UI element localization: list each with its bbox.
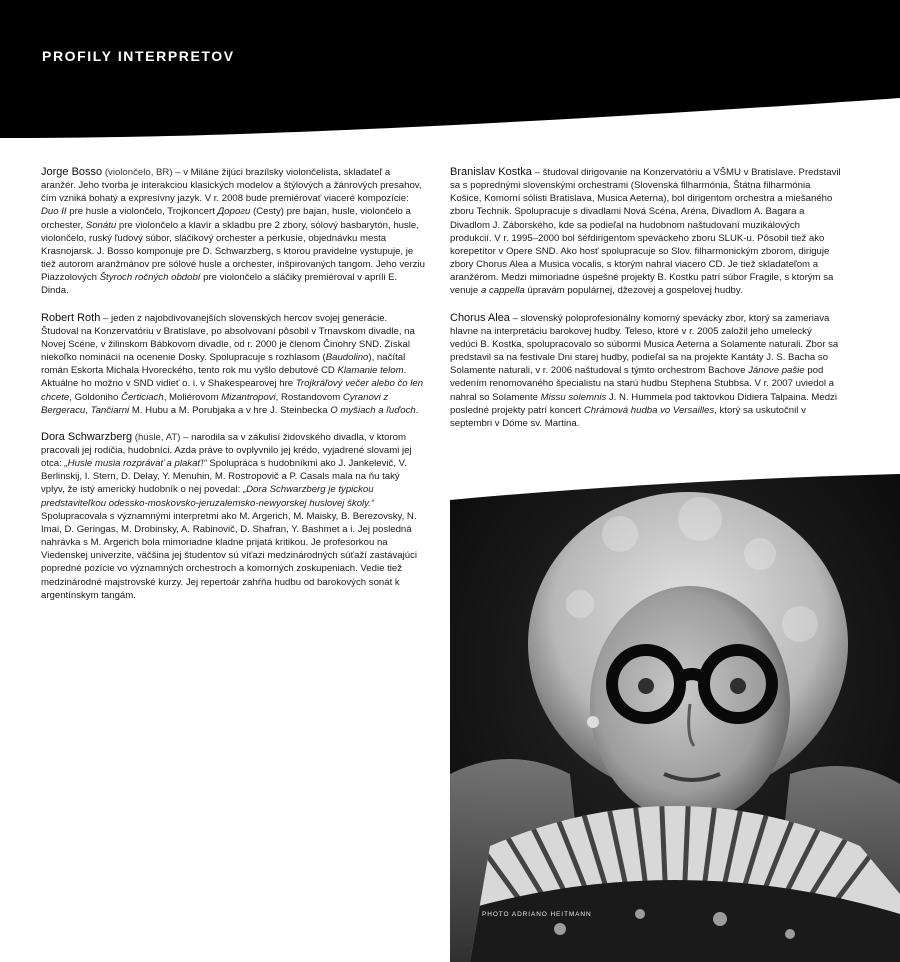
bio-title: Cyranovi z Bergeracu — [41, 391, 389, 416]
bio-title: Дороги — [217, 206, 251, 218]
bio-text: úpravám populárnej, džezovej a gospelovej hudby. — [524, 285, 743, 297]
bio-text: , Moliérovom — [163, 391, 222, 403]
bio-name: Dora Schwarzberg — [41, 430, 133, 443]
header-band — [0, 0, 900, 140]
bio-text: – v Miláne žijúci brazílsky violončelista, skladateľ a aranžér. Jeho tvorba je interakciou klasických modelov a štýlových a žánrových presahov, čím vzniká bohatý a expresívny jazyk. V r. 2008 bude premiérovať viaceré kompozície: — [41, 167, 422, 205]
bio-note: (husle, AT) — [134, 431, 181, 443]
bio-text: , Rostandovom — [275, 391, 343, 403]
bio-text: pre violončelo a sláčiky premiéroval v apríli E. Dinda. — [41, 272, 398, 297]
bio-title: a cappella — [480, 285, 525, 297]
bio-dora-schwarzberg — [41, 431, 425, 602]
bio-branislav-kostka — [450, 166, 842, 298]
bio-text: , — [85, 404, 91, 416]
bio-robert-roth — [41, 312, 425, 417]
bio-title: Duo II — [41, 206, 67, 218]
bio-title: Jánove pašie — [748, 365, 805, 377]
photo-credit: PHOTO ADRIANO HEITMANN — [482, 911, 592, 918]
bio-name: Jorge Bosso — [41, 166, 103, 178]
bio-text: – narodila sa v zákulisí židovského divadla, v ktorom pracovali jej rodičia, hudobníci. Azda práve to ovplyvnilo jej krédo, vyjadrené slovami jej otca: — [41, 431, 412, 470]
bio-name: Chorus Alea — [450, 311, 510, 324]
left-column — [41, 166, 425, 616]
bio-note: (violončelo, BR) — [104, 167, 173, 178]
bio-title: Missu solemnis — [540, 391, 607, 403]
bio-title: Baudolino — [325, 352, 369, 364]
portrait-photo — [450, 474, 900, 962]
bio-text: – študoval dirigovanie na Konzervatóriu a VŠMU v Bratislave. Predstavil sa s poprednými slovenskými orchestrami (Slovenská filharmónia, Štátna filharmónia Košice, Komorní sólisti Bratislava, Musica Aeterna), bol dirigentom orchestra a miešaného zboru Technik. Spolupracuje s divadlami Nová Scéna, Aréna, Divadlom A. Bagara a Divadlom J. Záborského, kde sa podieľal na hudobnom naštudovaní muzikálových produkcií. V r. 1995–2000 bol šéfdirigentom speváckeho zboru SLUK-u. Pôsobil tiež ako korepetítor v Opere SND. Ako hosť spolupracuje so Slov. filharmonickým zborom, diriguje zbory Chorus Alea a Musica vocalis, s ktorým nahral viacero CD. Je tiež skladateľom a aranžérom. Medzi mimoriadne úspešné projekty B. Kostku patrí súbor Fragile, s ktorým sa venuje — [450, 167, 841, 297]
bio-name: Branislav Kostka — [450, 166, 532, 178]
bio-title: Štyroch ročných období — [99, 272, 201, 284]
bio-text: . Aktuálne ho možno v SND vidieť o. i. v Shakespearovej hre — [41, 365, 407, 390]
right-column — [450, 166, 842, 444]
bio-text: . — [415, 404, 419, 416]
bio-text: J. N. Hummela pod taktovkou Didiera Talpaina. Medzi posledné projekty patrí koncert — [450, 391, 837, 416]
bio-text: – slovenský poloprofesionálny komorný spevácky zbor, ktorý sa zameriava hlavne na interpretáciu barokovej hudby. Teleso, ktoré v r. 2005 založil jeho umelecký vedúci B. Kostka, spolupracovalo so súbormi Musica Aeterna a Solamente naturali. Zbor sa predstavil sa na festivale Dni starej hudby, podieľal sa na projekte Kantáty J. S. Bacha so Solamente naturali, v r. 2006 naštudoval s týmto orchestrom Bachove — [450, 312, 839, 377]
bio-text: pre violončelo a klavír a skladbu pre 2 zbory, sólový basbarytón, husle, violončelo, ruský ľudový súbor, sláčikový orchester a perkusie, objednávku mesta Krasnojarsk. J. Bosso komponuje pre D. Schwarzberg, s ktorou pravidelne vystupuje, je tiež autorom aranžmánov pre sólové husle a orchester, inšpirovaných tangom. Jeho verziu Piazzolových — [41, 219, 425, 284]
bio-text: pod vedením renomovaného špecialistu na starú hudbu Stephena Stubbsa. V r. 2007 uviedol a nahral so Solamente — [450, 365, 835, 403]
bio-text: (Cesty) pre bajan, husle, violončelo a orchester, — [41, 206, 411, 231]
bio-text: pre husle a violončelo, Trojkoncert — [66, 206, 218, 218]
bio-title: Čerticiach — [121, 391, 164, 403]
bio-text: – jeden z najobdivovanejších slovenských hercov svojej generácie. Študoval na Konzervatóriu v Bratislave, po absolvovaní pôsobil v Trnavskom divadle, na Novej Scéne, v žilinskom Bábkovom divadle, od r. 2000 je členom Činohry SND. Získal niekoľko nominácií na ocenenie Dosky. Spolupracuje s rozhlasom ( — [41, 312, 415, 364]
page-title: PROFILY INTERPRETOV — [42, 48, 235, 64]
bio-jorge-bosso — [41, 166, 425, 298]
bio-title: Sonátu — [85, 219, 117, 231]
bio-title: Klamanie telom — [337, 365, 404, 377]
bio-title: Mizantropovi — [221, 391, 276, 403]
bio-chorus-alea — [450, 312, 842, 430]
bio-name: Robert Roth — [41, 311, 101, 324]
bio-title: O myšiach a ľuďoch — [330, 404, 416, 416]
bio-text: ), načítal román Eskorta Michala Hvoreckého, tento rok mu vyšlo debutové CD — [41, 352, 406, 377]
bio-text: M. Hubu a M. Porubjaka a v hre J. Steinbecka — [129, 404, 331, 416]
bio-title: Tančiarni — [90, 404, 130, 416]
bio-quote: „Husle musia rozprávať a plakať!“ — [64, 458, 207, 470]
bio-text: , Goldoniho — [69, 391, 122, 403]
bio-text: Spolupracovala s významnými interpretmi ako M. Argerich, M. Maisky, B. Berezovsky, N. Imai, D. Geringas, M. Drobinsky, A. Rabinovič, D. Shafran, Y. Bashmet a i. Jej posledná nahrávka s M. Argerich bola mimoriadne kladne prijatá kritikou. Je profesorkou na Viedenskej univerzite, väčšina jej študentov sú víťazi medzinárodných súťaží zastávajúci popredné pozície vo významných orchestroch a komorných zoskupeniach. Vedie tiež medzinárodné majstrovské kurzy. Jej repertoár zahŕňa hudbu od barokových sonát k argentínskym tangám. — [41, 510, 418, 601]
bio-title: Trojkráľový večer alebo čo len chcete — [41, 378, 424, 403]
bio-text: , ktorý sa uskutočnil v septembri v Dóme sv. Martina. — [450, 404, 806, 429]
bio-text: Spolupráca s hudobníkmi ako J. Jankelevič, V. Berlinskij, I. Stern, D. Delay, Y. Menuhin, M. Rostropovič a P. Casals mala na ňu taký vplyv, že istý americký hudobník o nej povedal: — [41, 458, 407, 496]
bio-quote: „Dora Schwarzberg je typickou predstaviteľkou odessko-moskovsko-jeruzalemsko-newyorskej huslovej školy.“ — [41, 484, 375, 509]
bio-title: Chrámová hudba vo Versailles — [583, 404, 715, 416]
